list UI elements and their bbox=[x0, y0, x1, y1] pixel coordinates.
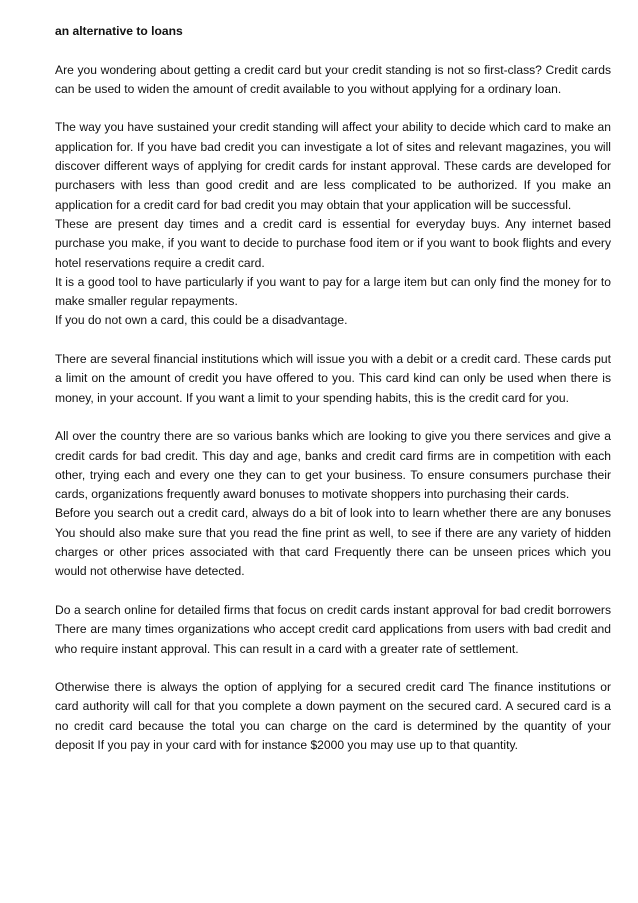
paragraph-1: Are you wondering about getting a credit card but your credit standing is not so first-class? Credit cards can be used to widen the amount of credit available to you without applying for a ordinary loan. bbox=[55, 62, 611, 96]
document-title: an alternative to loans bbox=[55, 24, 183, 38]
paragraph-6: There are several financial institutions which will issue you with a debit or a credit card. These cards put a limit on the amount of credit you have offered to you. This card kind can only be used when there is money, in your account. If you want a limit to your spending habits, this is the credit card for you. bbox=[55, 352, 611, 405]
paragraph-4: It is a good tool to have particularly if you want to pay for a large item but can only find the money for to make smaller regular repayments. bbox=[55, 274, 611, 309]
paragraph-8: Before you search out a credit card, always do a bit of look into to learn whether there are any bonuses You should also make sure that you read the fine print as well, to see if there are any variety of hidden charges or other prices associated with that card Frequently there can be unseen prices which you would not otherwise have detected. bbox=[55, 506, 611, 579]
paragraph-5: If you do not own a card, this could be a disadvantage. bbox=[55, 313, 348, 328]
paragraph-gap bbox=[55, 408, 611, 427]
paragraph-gap bbox=[55, 99, 611, 118]
paragraph-10: Otherwise there is always the option of applying for a secured credit card The finance institutions or card authority will call for that you complete a down payment on the secured card. A secured card is a no credit card because the total you can charge on the card is determined by the quantity of your deposit If you pay in your card with for instance $2000 you may use up to that quantity. bbox=[55, 680, 611, 752]
paragraph-3: These are present day times and a credit card is essential for everyday buys. Any internet based purchase you make, if you want to decide to purchase food item or if you want to book flights and every hotel reservations require a credit card. bbox=[55, 216, 611, 270]
paragraph-2: The way you have sustained your credit standing will affect your ability to decide which card to make an application for. If you have bad credit you can investigate a lot of sites and relevant magazines, you will discover different ways of applying for credit cards for instant approval. These cards are developed for purchasers with less than good credit and are less complicated to be authorized. If you make an application for a credit card for bad credit you may obtain that your application will be successful. bbox=[55, 120, 611, 212]
paragraph-7: All over the country there are so various banks which are looking to give you there services and give a credit cards for bad credit. This day and age, banks and credit card firms are in competition with each other, trying each and every one they can to get your business. To ensure consumers purchase their cards, organizations frequently award bonuses to motivate shoppers into purchasing their cards. bbox=[55, 429, 611, 502]
paragraph-9: Do a search online for detailed firms that focus on credit cards instant approval for bad credit borrowers There are many times organizations who accept credit card applications from users with bad credit and who require instant approval. This can result in a card with a greater rate of settlement. bbox=[55, 602, 611, 656]
paragraph-gap bbox=[55, 582, 611, 601]
paragraph-gap bbox=[55, 331, 611, 350]
paragraph-gap bbox=[55, 659, 611, 678]
